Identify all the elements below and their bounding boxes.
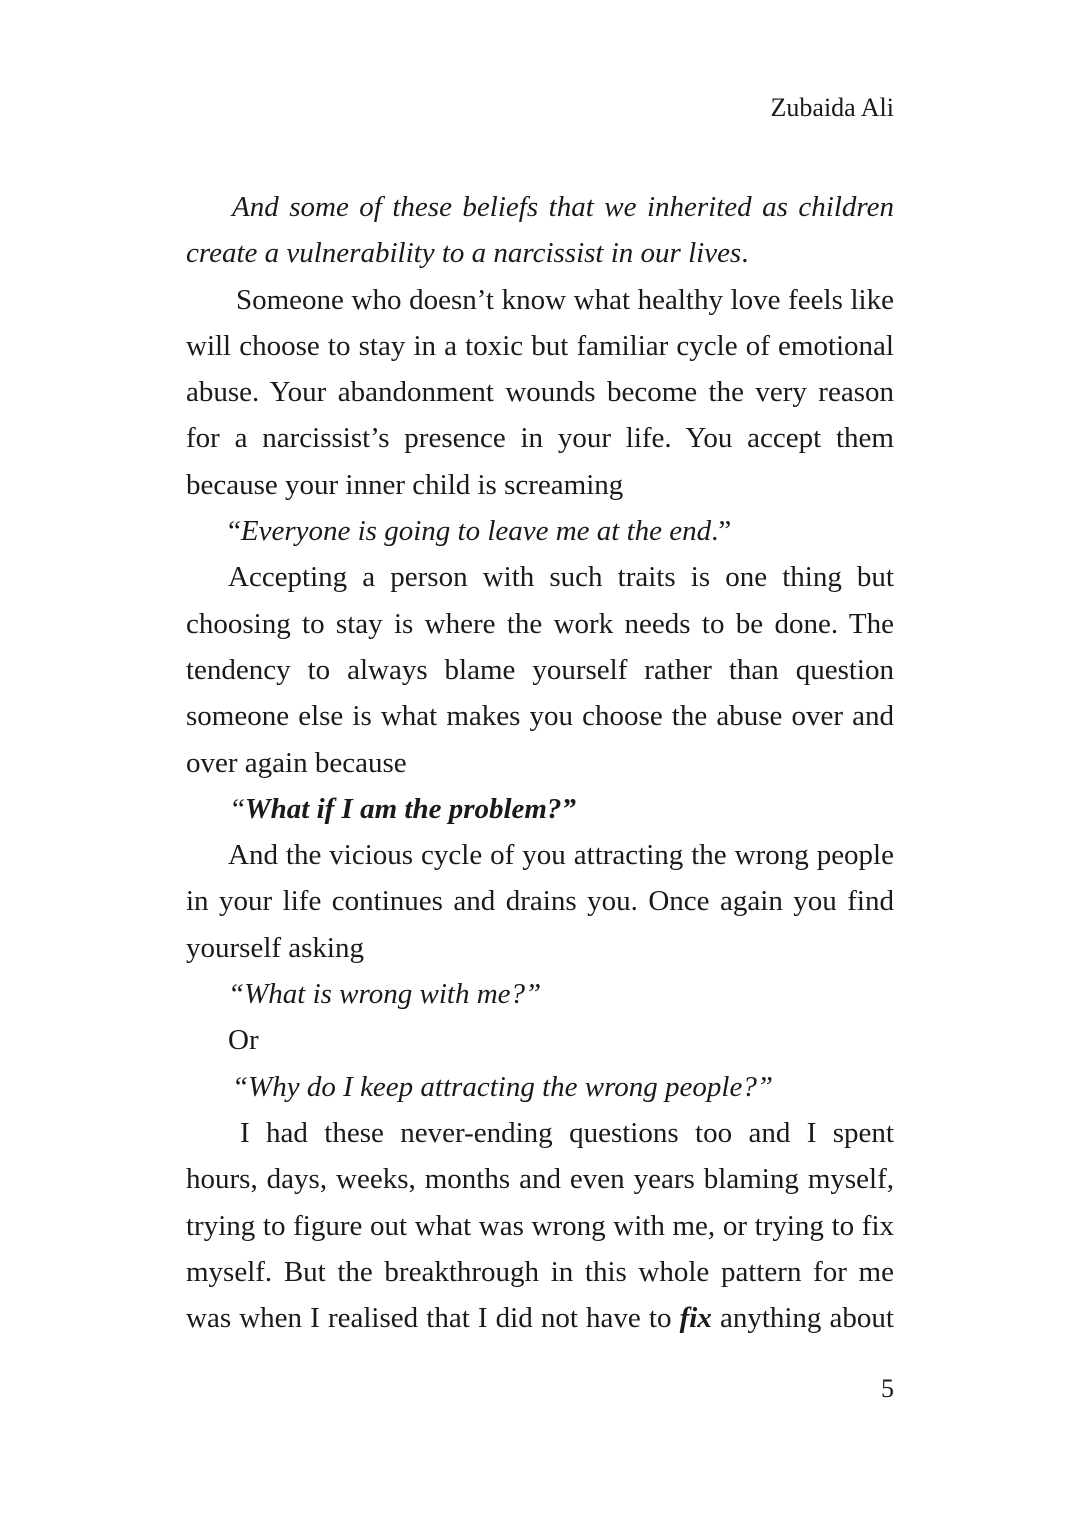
paragraph-healthy-love: Someone who doesn’t know what healthy love feels like will choose to stay in a toxic but familiar cycle of emotional abuse. Your abandonment wounds become the very reason for a narcissist’s presence in your life. You accept them because your inner child is screaming xyxy=(186,283,894,501)
quote-what-is-wrong xyxy=(186,971,894,1017)
breakthrough-text: I had these never-ending questions too and I spent hours, days, weeks, months and even years blaming myself, trying to figure out what was wrong with me, or trying to fix myself. But the breakthrough in this whole pattern for me was when I realised that I did not have to xyxy=(186,1116,894,1335)
quote-open-mark: “ xyxy=(228,515,241,548)
quote-what-is-wrong-text: “What is wrong with me?” xyxy=(228,978,542,1011)
page-body xyxy=(186,184,894,1341)
quote-everyone-leave xyxy=(186,508,894,554)
running-header-author: Zubaida Ali xyxy=(770,93,894,122)
beliefs-period: . xyxy=(741,237,749,270)
quote-why-attracting xyxy=(186,1064,894,1110)
page-number: 5 xyxy=(881,1374,894,1403)
quote-everyone-leave-text: Everyone is going to leave me at the end xyxy=(240,515,712,548)
quote-am-i-problem-text: What if I am the problem?” xyxy=(244,792,576,825)
paragraph-beliefs xyxy=(186,184,894,277)
quote-why-attracting-text: “Why do I keep attracting the wrong people?” xyxy=(232,1070,773,1103)
quote-open-mark: “ xyxy=(232,792,245,825)
paragraph-vicious-cycle: And the vicious cycle of you attracting the wrong people in your life continues and drains you. Once again you find yourself asking xyxy=(186,839,894,964)
paragraph-accepting: Accepting a person with such traits is one thing but choosing to stay is where the work needs to be done. The tendency to always blame yourself rather than question someone else is what makes you choose the abuse over and over again because xyxy=(186,561,894,779)
quote-close-mark: .” xyxy=(711,515,732,548)
paragraph-breakthrough xyxy=(186,1110,894,1341)
quote-am-i-problem xyxy=(186,786,894,832)
breakthrough-tail: anything about xyxy=(711,1302,894,1335)
beliefs-italic-text: And some of these beliefs that we inherited as children create a vulnerability to a narcissist in our lives xyxy=(186,191,894,270)
fix-emphasis: fix xyxy=(679,1302,712,1335)
or-line: Or xyxy=(228,1024,259,1057)
